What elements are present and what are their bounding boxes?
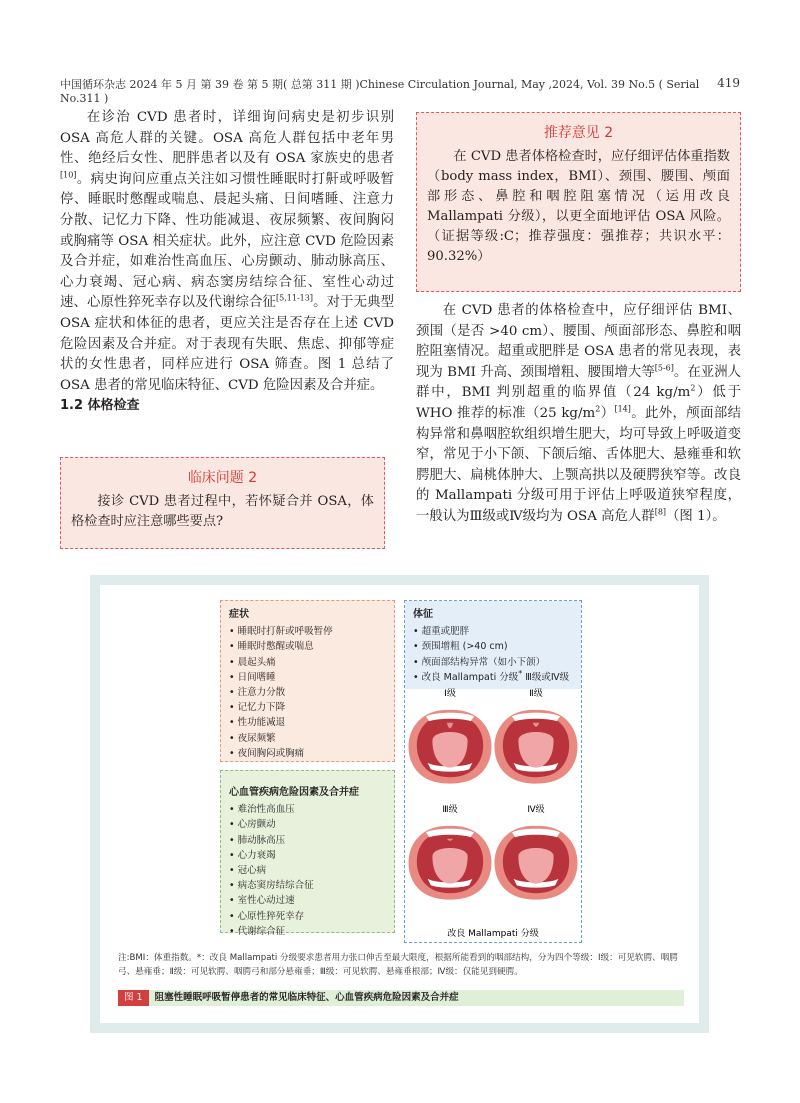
page-number: 419 [717,76,740,90]
citation: [14] [614,404,631,414]
grade-label: Ⅰ级 [444,689,456,699]
grade-label: Ⅱ级 [529,689,543,699]
cvd-risk-item: • 心原性猝死幸存 [229,909,386,924]
figure-note: 注:BMI：体重指数。*：改良 Mallampati 分级要求患者用力张口伸舌至最大限度，根据所能看到的咽部结构，分为四个等级：Ⅰ级：可见软腭、咽腭弓、悬雍垂；Ⅱ级：可见软腭、咽腭弓和部分悬雍垂；Ⅲ级：可见软腭、悬雍垂根部；Ⅳ级：仅能见到硬腭。 [118,953,678,977]
citation: [5,11-13] [276,293,313,303]
symptom-item: • 夜间胸闷或胸痛 [229,746,386,761]
citation: [10] [60,170,77,180]
clinical-question-text: 接诊 CVD 患者过程中，若怀疑合并 OSA，体格检查时应注意哪些要点? [71,494,374,529]
symptoms-title: 症状 [229,609,249,620]
symptom-item: • 夜尿频繁 [229,731,386,746]
citation: [5-6] [654,363,674,373]
symptoms-list [229,624,386,761]
cvd-risk-item: • 代谢综合征 [229,924,386,939]
recommendation-title: 推荐意见 2 [543,125,614,141]
signs-title: 体征 [413,609,433,620]
recommendation-box [416,112,741,292]
cvd-risk-item: • 心房颤动 [229,817,386,832]
clinical-question-title: 临床问题 2 [187,470,258,486]
left-column [60,108,394,417]
figure-caption-text: 阻塞性睡眠呼吸暂停患者的常见临床特征、心血管疾病危险因素及合并症 [154,992,459,1003]
symptom-item: • 晨起头痛 [229,655,386,670]
symptom-item: • 性功能减退 [229,715,386,730]
paragraph-physical-exam: 在 CVD 患者的体格检查中，应仔细评估 BMI、颈围（是否 >40 cm）、腰围、颅面部形态、鼻腔和咽腔阻塞情况。超重或肥胖是 OSA 患者的常见表现，表现为 BMI 升高、颈围增粗、腰围增大等[5-6]。在亚洲人群中，BMI 判别超重的临界值（24 $kg/m^2$）低于 WHO 推荐的标准（25 $kg/m^2)[14]$。此外，颅面部结构异常和鼻咽腔软组织增生肥大，均可导致上呼吸道变窄，常见于小下颌、下颌后缩、舌体肥大、悬雍垂和软腭肥大、扁桃体肿大、上颚高拱以及硬腭狭窄等。改良的 Mallampati 分级可用于评估上呼吸道狭窄程度，一般认为Ⅲ级或Ⅳ级均为 OSA 高危人群[8]（图 1）。 [416,303,742,524]
mallampati-grades [404,680,582,943]
grade-label: Ⅳ级 [527,805,545,815]
figure-tag: 图 1 [118,990,149,1006]
paragraph-history: 在诊治 CVD 患者时，详细询问病史是初步识别 OSA 高危人群的关键。OSA 高危人群包括中老年男性、绝经后女性、肥胖患者以及有 OSA 家族史的患者[10]。病史询问应重点关注如习惯性睡眠时打鼾或呼吸暂停、睡眠时憋醒或喘息、晨起头痛、日间嗜睡、注意力分散、记忆力下降、性功能减退、夜尿频繁、夜间胸闷或胸痛等 OSA 相关症状。此外，应注意 CVD 危险因素及合并症，如难治性高血压、心房颤动、肺动脉高压、心力衰竭、冠心病、病态窦房结综合征、室性心动过速、心原性猝死幸存以及代谢综合征[5,11-13]。对于无典型 OSA 症状和体征的患者，更应关注是否存在上述 CVD 危险因素及合并症。对于表现有失眠、焦虑、抑郁等症状的女性患者，同样应进行 OSA 筛查。图 1 总结了 OSA 患者的常见临床特征、CVD 危险因素及合并症。 [60,110,395,393]
sign-item: • 颈围增粗 (>40 cm) [413,639,573,654]
symptom-item: • 睡眠时憋醒或喘息 [229,639,386,654]
cvd-risk-title: 心血管疾病危险因素及合并症 [229,787,359,798]
cvd-risk-item: • 心力衰竭 [229,848,386,863]
grade-label: Ⅲ级 [442,805,458,815]
mallampati-label: 改良 Mallampati 分级 [447,929,539,939]
symptom-item: • 注意力分散 [229,685,386,700]
running-head [60,76,740,105]
section-heading: 1.2 体格检查 [60,398,140,414]
symptoms-panel [220,600,395,762]
symptom-item: • 日间嗜睡 [229,670,386,685]
running-head-text: 中国循环杂志 2024 年 5 月 第 39 卷 第 5 期( 总第 311 期 )Chinese Circulation Journal, May ,2024, Vol. 39 No.5 ( Serial No.311 ) [60,78,700,105]
recommendation-text: 在 CVD 患者体格检查时，应仔细评估体重指数（body mass index，BMI）、颈围、腰围、颅面部形态、鼻腔和咽腔阻塞情况（运用改良 Mallampati 分级），以更全面地评估 OSA 风险。（证据等级:C；推荐强度：强推荐；共识水平：90.32%） [427,149,730,264]
citation: [8] [654,507,667,517]
cvd-risk-item: • 冠心病 [229,863,386,878]
right-column [416,301,741,528]
sign-item: • 改良 Mallampati 分级* Ⅲ级或Ⅳ级 [413,670,573,685]
cvd-risk-item: • 肺动脉高压 [229,833,386,848]
symptom-item: • 睡眠时打鼾或呼吸暂停 [229,624,386,639]
cvd-risk-panel [220,770,395,937]
sign-item: • 超重或肥胖 [413,624,573,639]
clinical-question-box [60,457,385,549]
sign-item: • 颅面部结构异常（如小下颌） [413,655,573,670]
figure-caption [118,990,684,1006]
cvd-risk-item: • 室性心动过速 [229,893,386,908]
symptom-item: • 记忆力下降 [229,700,386,715]
signs-list [413,624,573,670]
cvd-risk-item: • 难治性高血压 [229,802,386,817]
cvd-risk-item: • 病态窦房结综合征 [229,878,386,893]
cvd-risk-list [229,802,386,939]
